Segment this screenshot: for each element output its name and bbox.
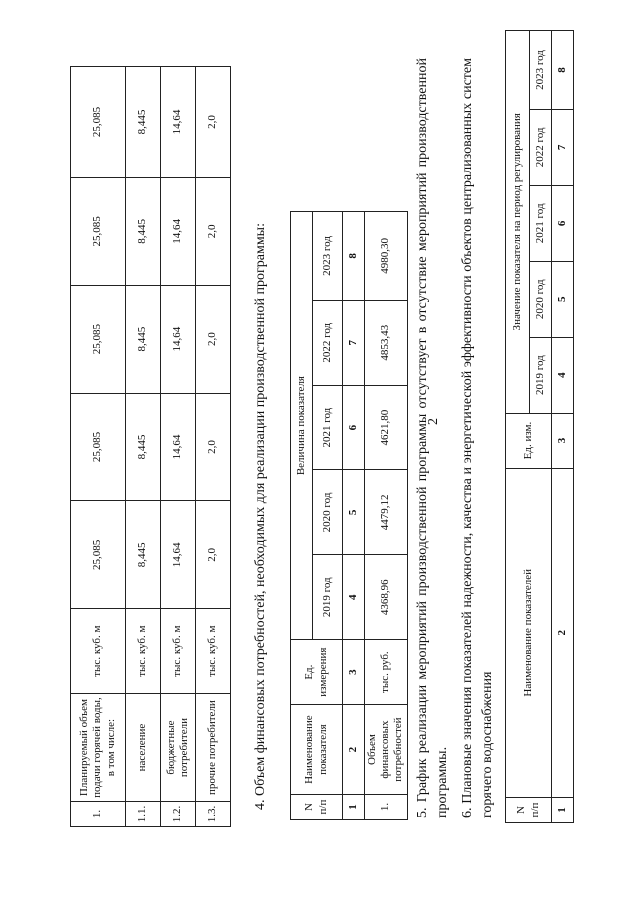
col-header-year: 2022 год	[313, 300, 343, 385]
value-cell: 25,085	[71, 285, 126, 393]
index-cell: 7	[552, 109, 574, 185]
value-cell: 25,085	[71, 393, 126, 501]
col-header-number: N п/п	[506, 798, 552, 823]
index-cell: 3	[552, 413, 574, 468]
value-cell: 8,445	[126, 501, 161, 609]
value-cell: 25,085	[71, 67, 126, 178]
unit-cell: тыс. куб. м	[196, 609, 231, 694]
table-header-row	[291, 212, 313, 820]
section-5-text: 5. График реализации мероприятий производственной программы отсутствует в отсутствие мероприятий производственной программы.	[415, 58, 451, 818]
column-index-row	[343, 212, 365, 820]
value-cell: 4853,43	[365, 300, 408, 385]
indicator-name: Планируемый объем подачи горячей воды, в том числе:	[71, 694, 126, 802]
value-cell: 2,0	[196, 285, 231, 393]
value-cell: 25,085	[71, 501, 126, 609]
value-cell: 14,64	[161, 177, 196, 285]
indicator-name: Объем финансовых потребностей	[365, 705, 408, 795]
unit-cell: тыс. куб. м	[71, 609, 126, 694]
value-cell: 2,0	[196, 501, 231, 609]
col-header-year: 2020 год	[313, 470, 343, 555]
col-header-year: 2023 год	[530, 31, 552, 110]
row-number: 1.	[71, 802, 126, 827]
col-group-header: Значение показателя на период регулирования	[506, 31, 530, 414]
index-cell: 7	[343, 300, 365, 385]
row-number: 1.3.	[196, 802, 231, 827]
value-cell: 2,0	[196, 177, 231, 285]
table-row	[365, 212, 408, 820]
col-header-year: 2020 год	[530, 261, 552, 337]
hot-water-volume-table	[70, 66, 231, 827]
index-cell: 5	[552, 261, 574, 337]
indicator-name: бюджетные потребители	[161, 694, 196, 802]
unit-cell: тыс. куб. м	[161, 609, 196, 694]
unit-cell: тыс. руб.	[365, 640, 408, 705]
index-cell: 3	[343, 640, 365, 705]
index-cell: 1	[343, 795, 365, 820]
col-header-unit: Ед. измерения	[291, 640, 343, 705]
reliability-indicators-table	[505, 30, 574, 823]
table-row	[161, 67, 196, 827]
row-number: 1.2.	[161, 802, 196, 827]
index-cell: 6	[552, 185, 574, 261]
value-cell: 25,085	[71, 177, 126, 285]
value-cell: 14,64	[161, 67, 196, 178]
value-cell: 14,64	[161, 285, 196, 393]
indicator-name: население	[126, 694, 161, 802]
index-cell: 2	[343, 705, 365, 795]
value-cell: 2,0	[196, 67, 231, 178]
value-cell: 4980,30	[365, 212, 408, 301]
col-header-number: N п/п	[291, 795, 343, 820]
col-header-year: 2021 год	[313, 385, 343, 470]
value-cell: 8,445	[126, 285, 161, 393]
col-header-year: 2022 год	[530, 109, 552, 185]
value-cell: 14,64	[161, 393, 196, 501]
value-cell: 8,445	[126, 67, 161, 178]
table-row	[71, 67, 126, 827]
column-index-row	[552, 31, 574, 823]
index-cell: 2	[552, 468, 574, 798]
index-cell: 5	[343, 470, 365, 555]
index-cell: 6	[343, 385, 365, 470]
value-cell: 8,445	[126, 393, 161, 501]
value-cell: 8,445	[126, 177, 161, 285]
section-4-heading: 4. Объем финансовых потребностей, необходимых для реализации производственной программы:	[253, 223, 268, 810]
value-cell: 4621,80	[365, 385, 408, 470]
table-row	[126, 67, 161, 827]
col-header-year: 2023 год	[313, 212, 343, 301]
col-header-name: Наименование показателя	[291, 705, 343, 795]
index-cell: 8	[552, 31, 574, 110]
value-cell: 2,0	[196, 393, 231, 501]
table-header-row	[506, 31, 530, 823]
value-cell: 14,64	[161, 501, 196, 609]
col-group-header: Величина показателя	[291, 212, 313, 640]
financial-needs-table	[290, 211, 408, 820]
section-6-heading: 6. Плановые значения показателей надежности, качества и энергетической эффективности объектов централизованных систем горячего водоснабжения	[460, 58, 496, 818]
col-header-year: 2021 год	[530, 185, 552, 261]
row-number: 1.	[365, 795, 408, 820]
value-cell: 4479,12	[365, 470, 408, 555]
table-row	[196, 67, 231, 827]
index-cell: 4	[552, 337, 574, 413]
col-header-year: 2019 год	[530, 337, 552, 413]
unit-cell: тыс. куб. м	[126, 609, 161, 694]
value-cell: 4368,96	[365, 555, 408, 640]
page-number: 2	[426, 418, 441, 425]
col-header-unit: Ед. изм.	[506, 413, 552, 468]
indicator-name: прочие потребители	[196, 694, 231, 802]
index-cell: 8	[343, 212, 365, 301]
col-header-name: Наименование показателей	[506, 468, 552, 798]
col-header-year: 2019 год	[313, 555, 343, 640]
index-cell: 4	[343, 555, 365, 640]
index-cell: 1	[552, 798, 574, 823]
row-number: 1.1.	[126, 802, 161, 827]
